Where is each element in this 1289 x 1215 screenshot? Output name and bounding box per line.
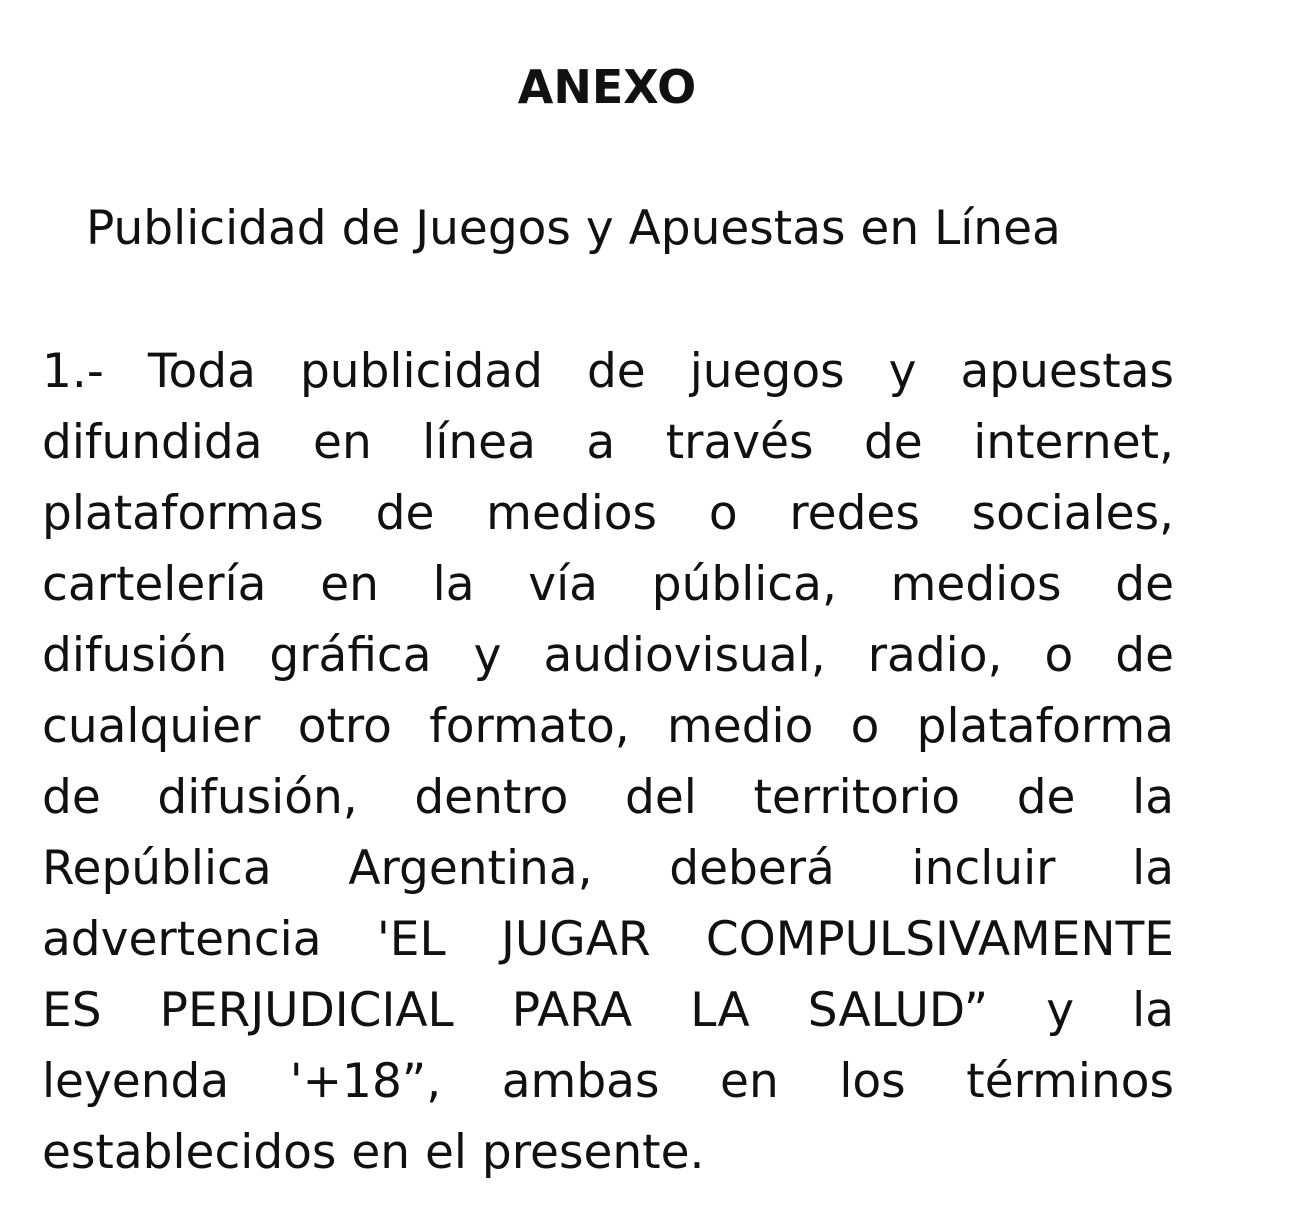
paragraph-line: plataformas de medios o redes sociales, bbox=[42, 486, 1174, 541]
paragraph-line: 1.- Toda publicidad de juegos y apuestas bbox=[42, 344, 1174, 399]
article-paragraph bbox=[42, 336, 1174, 1188]
paragraph-line: de difusión, dentro del territorio de la bbox=[42, 770, 1174, 825]
document-subtitle: Publicidad de Juegos y Apuestas en Línea bbox=[86, 201, 1061, 256]
paragraph-line: establecidos en el presente. bbox=[42, 1125, 705, 1180]
document-title: ANEXO bbox=[517, 60, 697, 114]
paragraph-line: advertencia 'EL JUGAR COMPULSIVAMENTE bbox=[42, 912, 1174, 967]
paragraph-line: ES PERJUDICIAL PARA LA SALUD” y la bbox=[42, 983, 1174, 1038]
paragraph-line: difundida en línea a través de internet, bbox=[42, 415, 1174, 470]
paragraph-line: cualquier otro formato, medio o plataforma bbox=[42, 699, 1174, 754]
paragraph-line: difusión gráfica y audiovisual, radio, o de bbox=[42, 628, 1174, 683]
paragraph-line: cartelería en la vía pública, medios de bbox=[42, 557, 1174, 612]
paragraph-line: leyenda '+18”, ambas en los términos bbox=[42, 1054, 1174, 1109]
paragraph-line: República Argentina, deberá incluir la bbox=[42, 841, 1174, 896]
